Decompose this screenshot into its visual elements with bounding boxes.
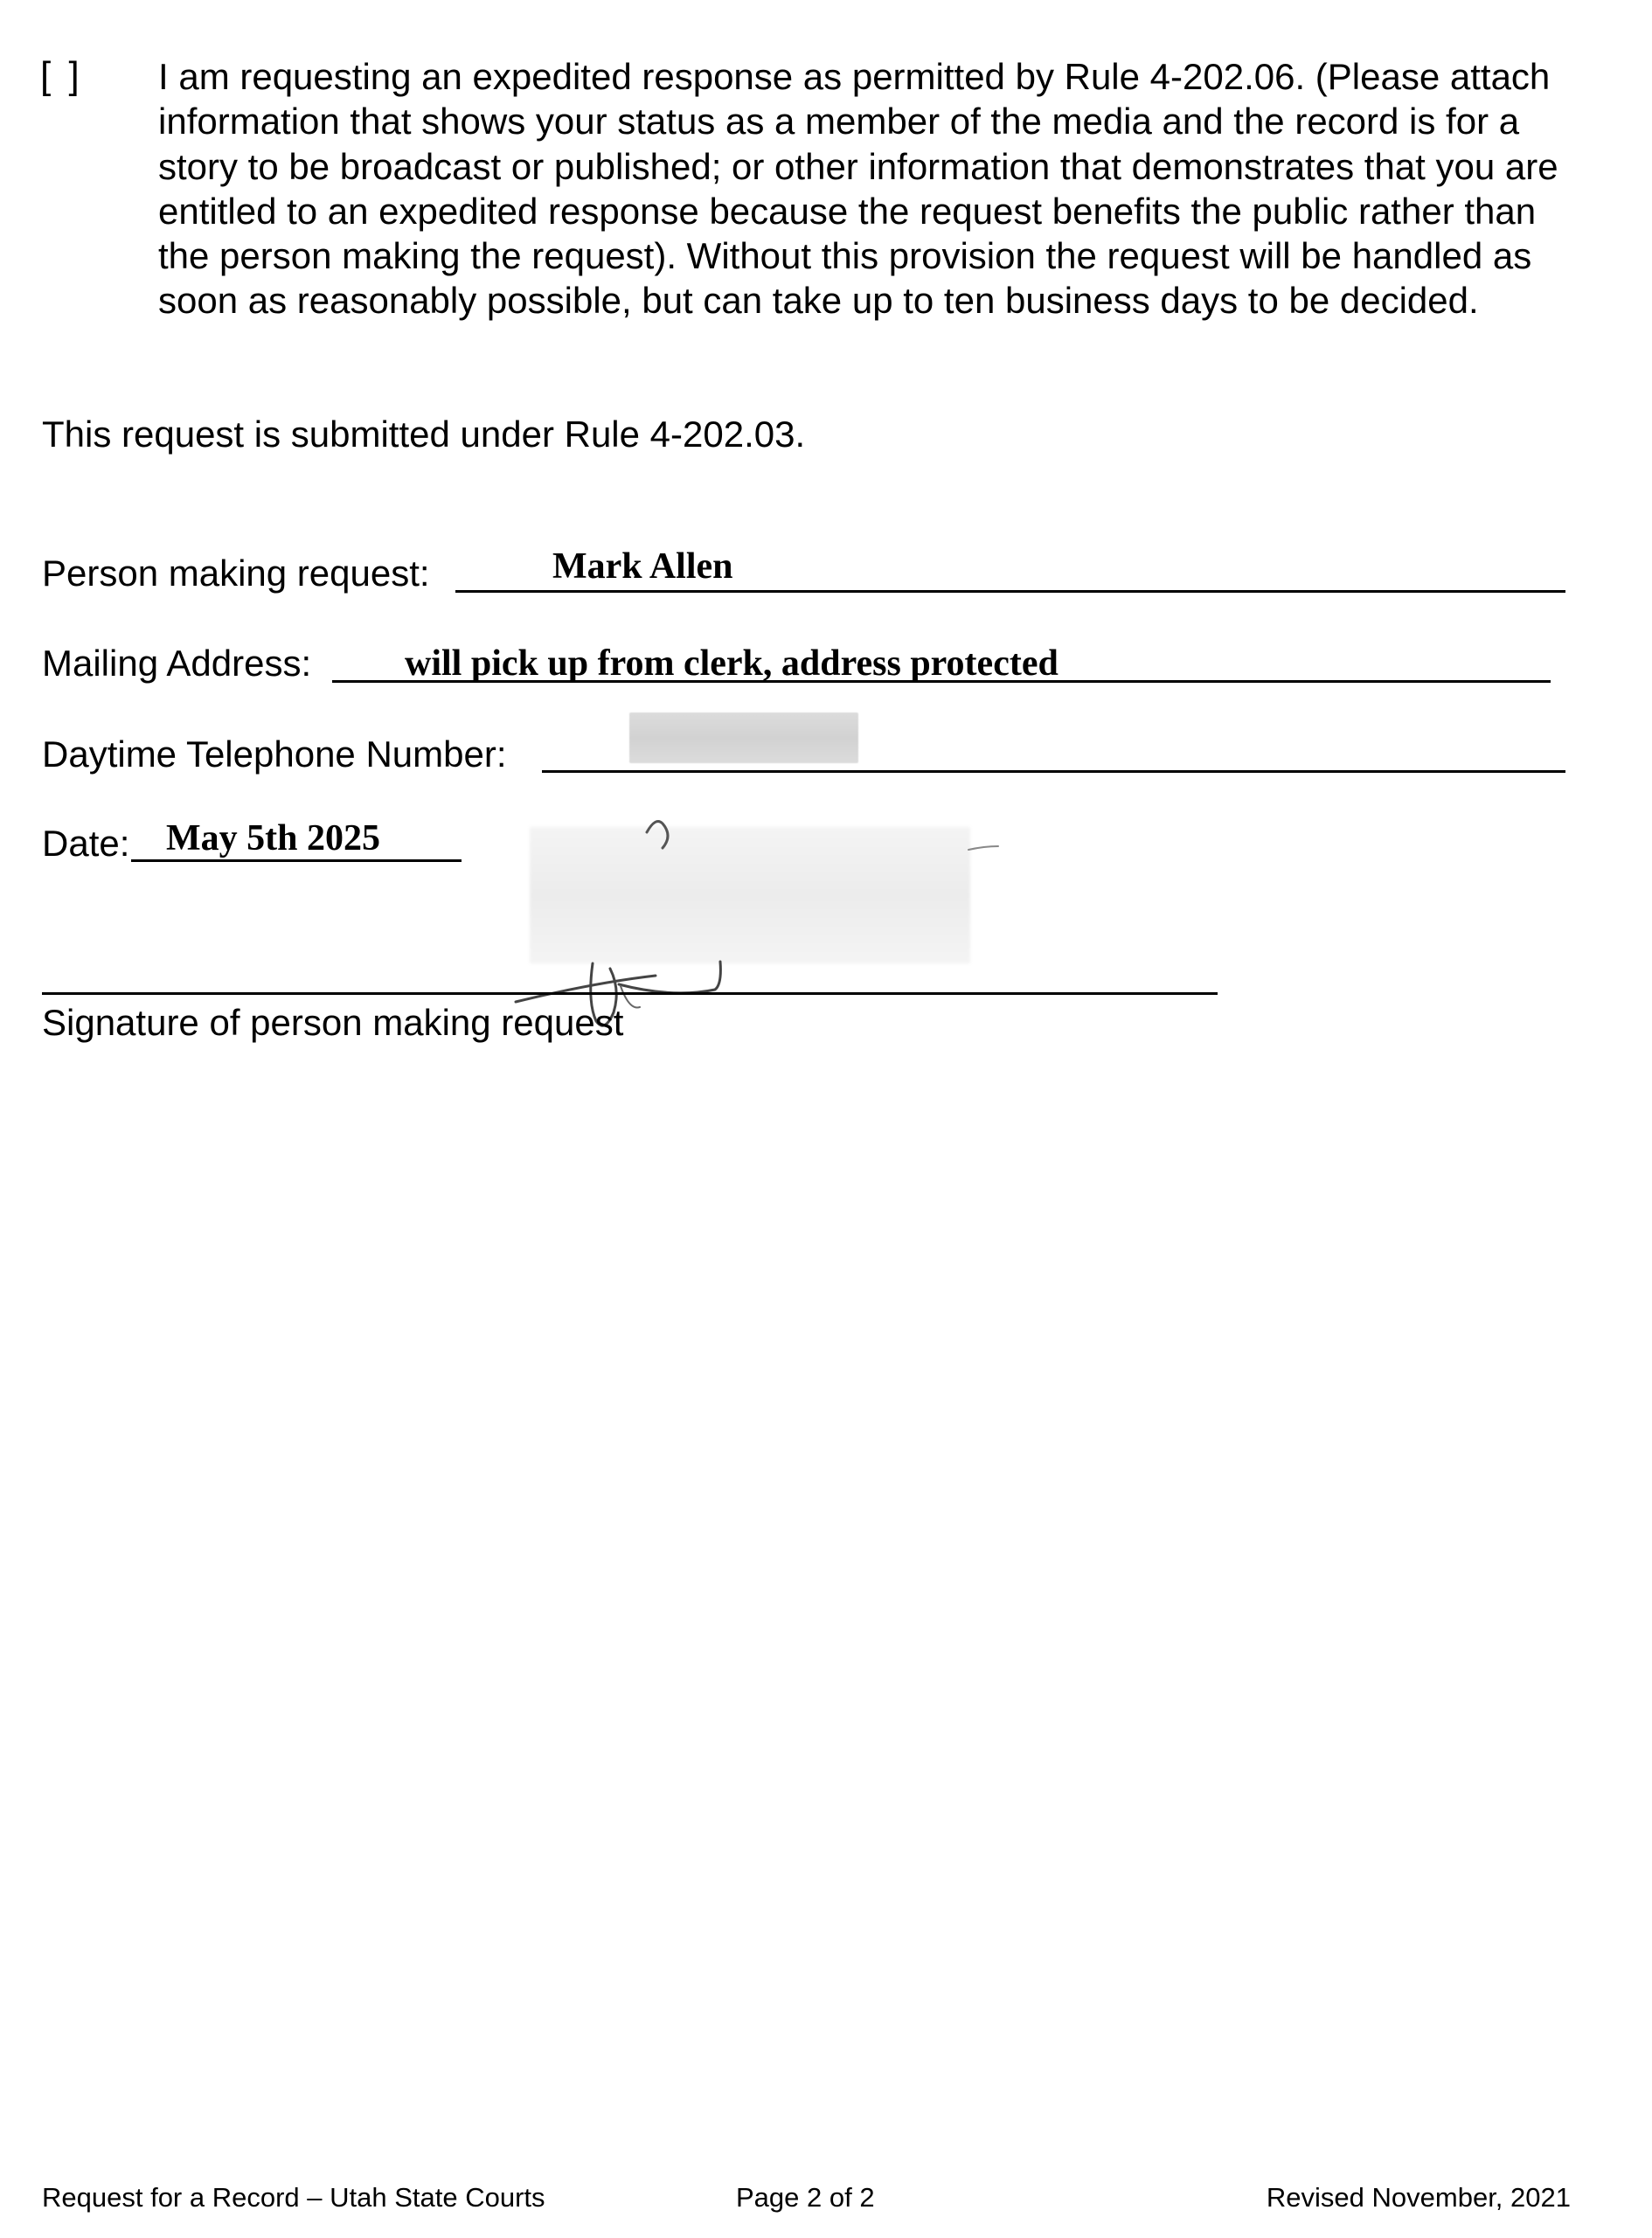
person-value[interactable]: Mark Allen — [552, 546, 733, 587]
signature-label: Signature of person making request — [42, 1002, 624, 1043]
mailing-address-value[interactable]: will pick up from clerk, address protected — [405, 643, 1059, 684]
telephone-redaction — [629, 712, 858, 763]
mailing-address-label: Mailing Address: — [42, 643, 312, 684]
person-label: Person making request: — [42, 553, 430, 594]
signature-underline — [42, 992, 1218, 995]
telephone-label: Daytime Telephone Number: — [42, 733, 507, 775]
telephone-underline — [542, 770, 1565, 773]
date-value[interactable]: May 5th 2025 — [166, 818, 380, 858]
date-underline — [131, 859, 462, 862]
footer-revision: Revised November, 2021 — [1266, 2182, 1571, 2213]
rule-statement: This request is submitted under Rule 4-202.03. — [42, 414, 806, 455]
footer-page-number: Page 2 of 2 — [736, 2182, 875, 2213]
expedite-paragraph: I am requesting an expedited response as permitted by Rule 4-202.06. (Please attach information that shows your status as a member of the media and the record is for a story to be broadcast or published; or other information that demonstrates that you are entitled to an expedited response because the request benefits the public rather than the person making the request). Without this provision the request will be handled as soon as reasonably possible, but can take up to ten business days to be decided. — [158, 56, 1558, 322]
person-underline — [455, 590, 1565, 593]
expedite-checkbox[interactable]: [ ] — [40, 54, 83, 97]
date-label: Date: — [42, 823, 130, 864]
footer-form-title: Request for a Record – Utah State Courts — [42, 2182, 545, 2213]
